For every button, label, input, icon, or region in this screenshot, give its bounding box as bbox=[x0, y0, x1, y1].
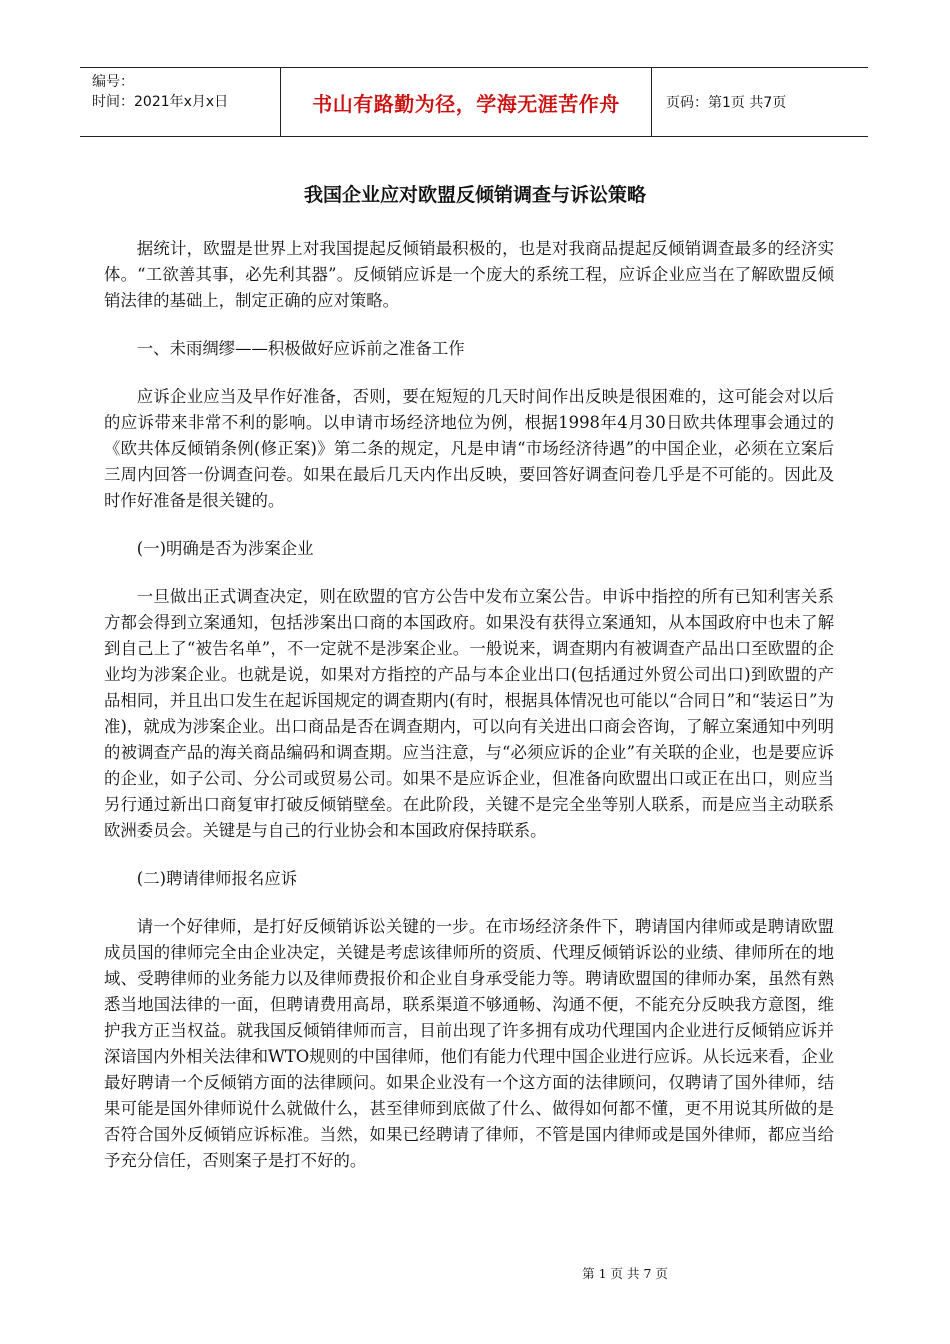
paragraph: 应诉企业应当及早作好准备，否则，要在短短的几天时间作出反映是很困难的，这可能会对以后的应诉带来非常不利的影响。以申请市场经济地位为例，根据1998年4月30日欧共体理事会通过的《欧共体反倾销条例(修正案)》第二条的规定，凡是申请“市场经济待遇”的中国企业，必须在立案后三周内回答一份调查问卷。如果在最后几天内作出反映，要回答好调查问卷几乎是不可能的。因此及时作好准备是很关键的。 bbox=[104, 387, 834, 510]
code-label: 编号： bbox=[92, 74, 134, 90]
header-page-info: 页码：第1页 共7页 bbox=[666, 95, 787, 111]
page-footer: 第 1 页 共 7 页 bbox=[582, 1266, 668, 1281]
header-meta bbox=[80, 68, 280, 136]
subsection-heading: (一)明确是否为涉案企业 bbox=[136, 539, 314, 558]
document-body bbox=[104, 236, 834, 1196]
time-label: 时间：2021年x月x日 bbox=[92, 94, 229, 110]
paragraph: 一旦做出正式调查决定，则在欧盟的官方公告中发布立案公告。申诉中指控的所有已知利害关系方都会得到立案通知，包括涉案出口商的本国政府。如果没有获得立案通知，从本国政府中也未了解到自己上了“被告名单”，不一定就不是涉案企业。一般说来，调查期内有被调查产品出口至欧盟的企业均为涉案企业。也就是说，如果对方指控的产品与本企业出口(包括通过外贸公司出口)到欧盟的产品相同，并且出口发生在起诉国规定的调查期内(有时，根据具体情况也可能以“合同日”和“装运日”为准)，就成为涉案企业。出口商品是否在调查期内，可以向有关进出口商会咨询，了解立案通知中列明的被调查产品的海关商品编码和调查期。应当注意，与“必须应诉的企业”有关联的企业，也是要应诉的企业，如子公司、分公司或贸易公司。如果不是应诉企业，但准备向欧盟出口或正在出口，则应当另行通过新出口商复审打破反倾销壁垒。在此阶段，关键不是完全坐等别人联系，而是应当主动联系欧洲委员会。关键是与自己的行业协会和本国政府保持联系。 bbox=[104, 587, 834, 840]
paragraph: 请一个好律师，是打好反倾销诉讼关键的一步。在市场经济条件下，聘请国内律师或是聘请欧盟成员国的律师完全由企业决定，关键是考虑该律师所的资质、代理反倾销诉讼的业绩、律师所在的地域、受聘律师的业务能力以及律师费报价和企业自身承受能力等。聘请欧盟国的律师办案，虽然有熟悉当地国法律的一面，但聘请费用高昂，联系渠道不够通畅、沟通不便，不能充分反映我方意图，维护我方正当权益。就我国反倾销律师而言，目前出现了许多拥有成功代理国内企业进行反倾销应诉并深谙国内外相关法律和WTO规则的中国律师，他们有能力代理中国企业进行应诉。从长远来看，企业最好聘请一个反倾销方面的法律顾问。如果企业没有一个这方面的法律顾问，仅聘请了国外律师，结果可能是国外律师说什么就做什么，甚至律师到底做了什么、做得如何都不懂，更不用说其所做的是否符合国外反倾销应诉标准。当然，如果已经聘请了律师，不管是国内律师或是国外律师，都应当给予充分信任，否则案子是打不好的。 bbox=[104, 917, 834, 1170]
header-motto: 书山有路勤为径，学海无涯苦作舟 bbox=[280, 68, 652, 136]
page-header bbox=[80, 67, 868, 137]
section-heading: 一、未雨绸缪——积极做好应诉前之准备工作 bbox=[136, 339, 465, 358]
document-title: 我国企业应对欧盟反倾销调查与诉讼策略 bbox=[303, 184, 646, 206]
paragraph: 据统计，欧盟是世界上对我国提起反倾销最积极的，也是对我商品提起反倾销调查最多的经济实体。“工欲善其事，必先利其器”。反倾销应诉是一个庞大的系统工程，应诉企业应当在了解欧盟反倾销法律的基础上，制定正确的应对策略。 bbox=[104, 239, 834, 310]
subsection-heading: (二)聘请律师报名应诉 bbox=[136, 869, 298, 888]
